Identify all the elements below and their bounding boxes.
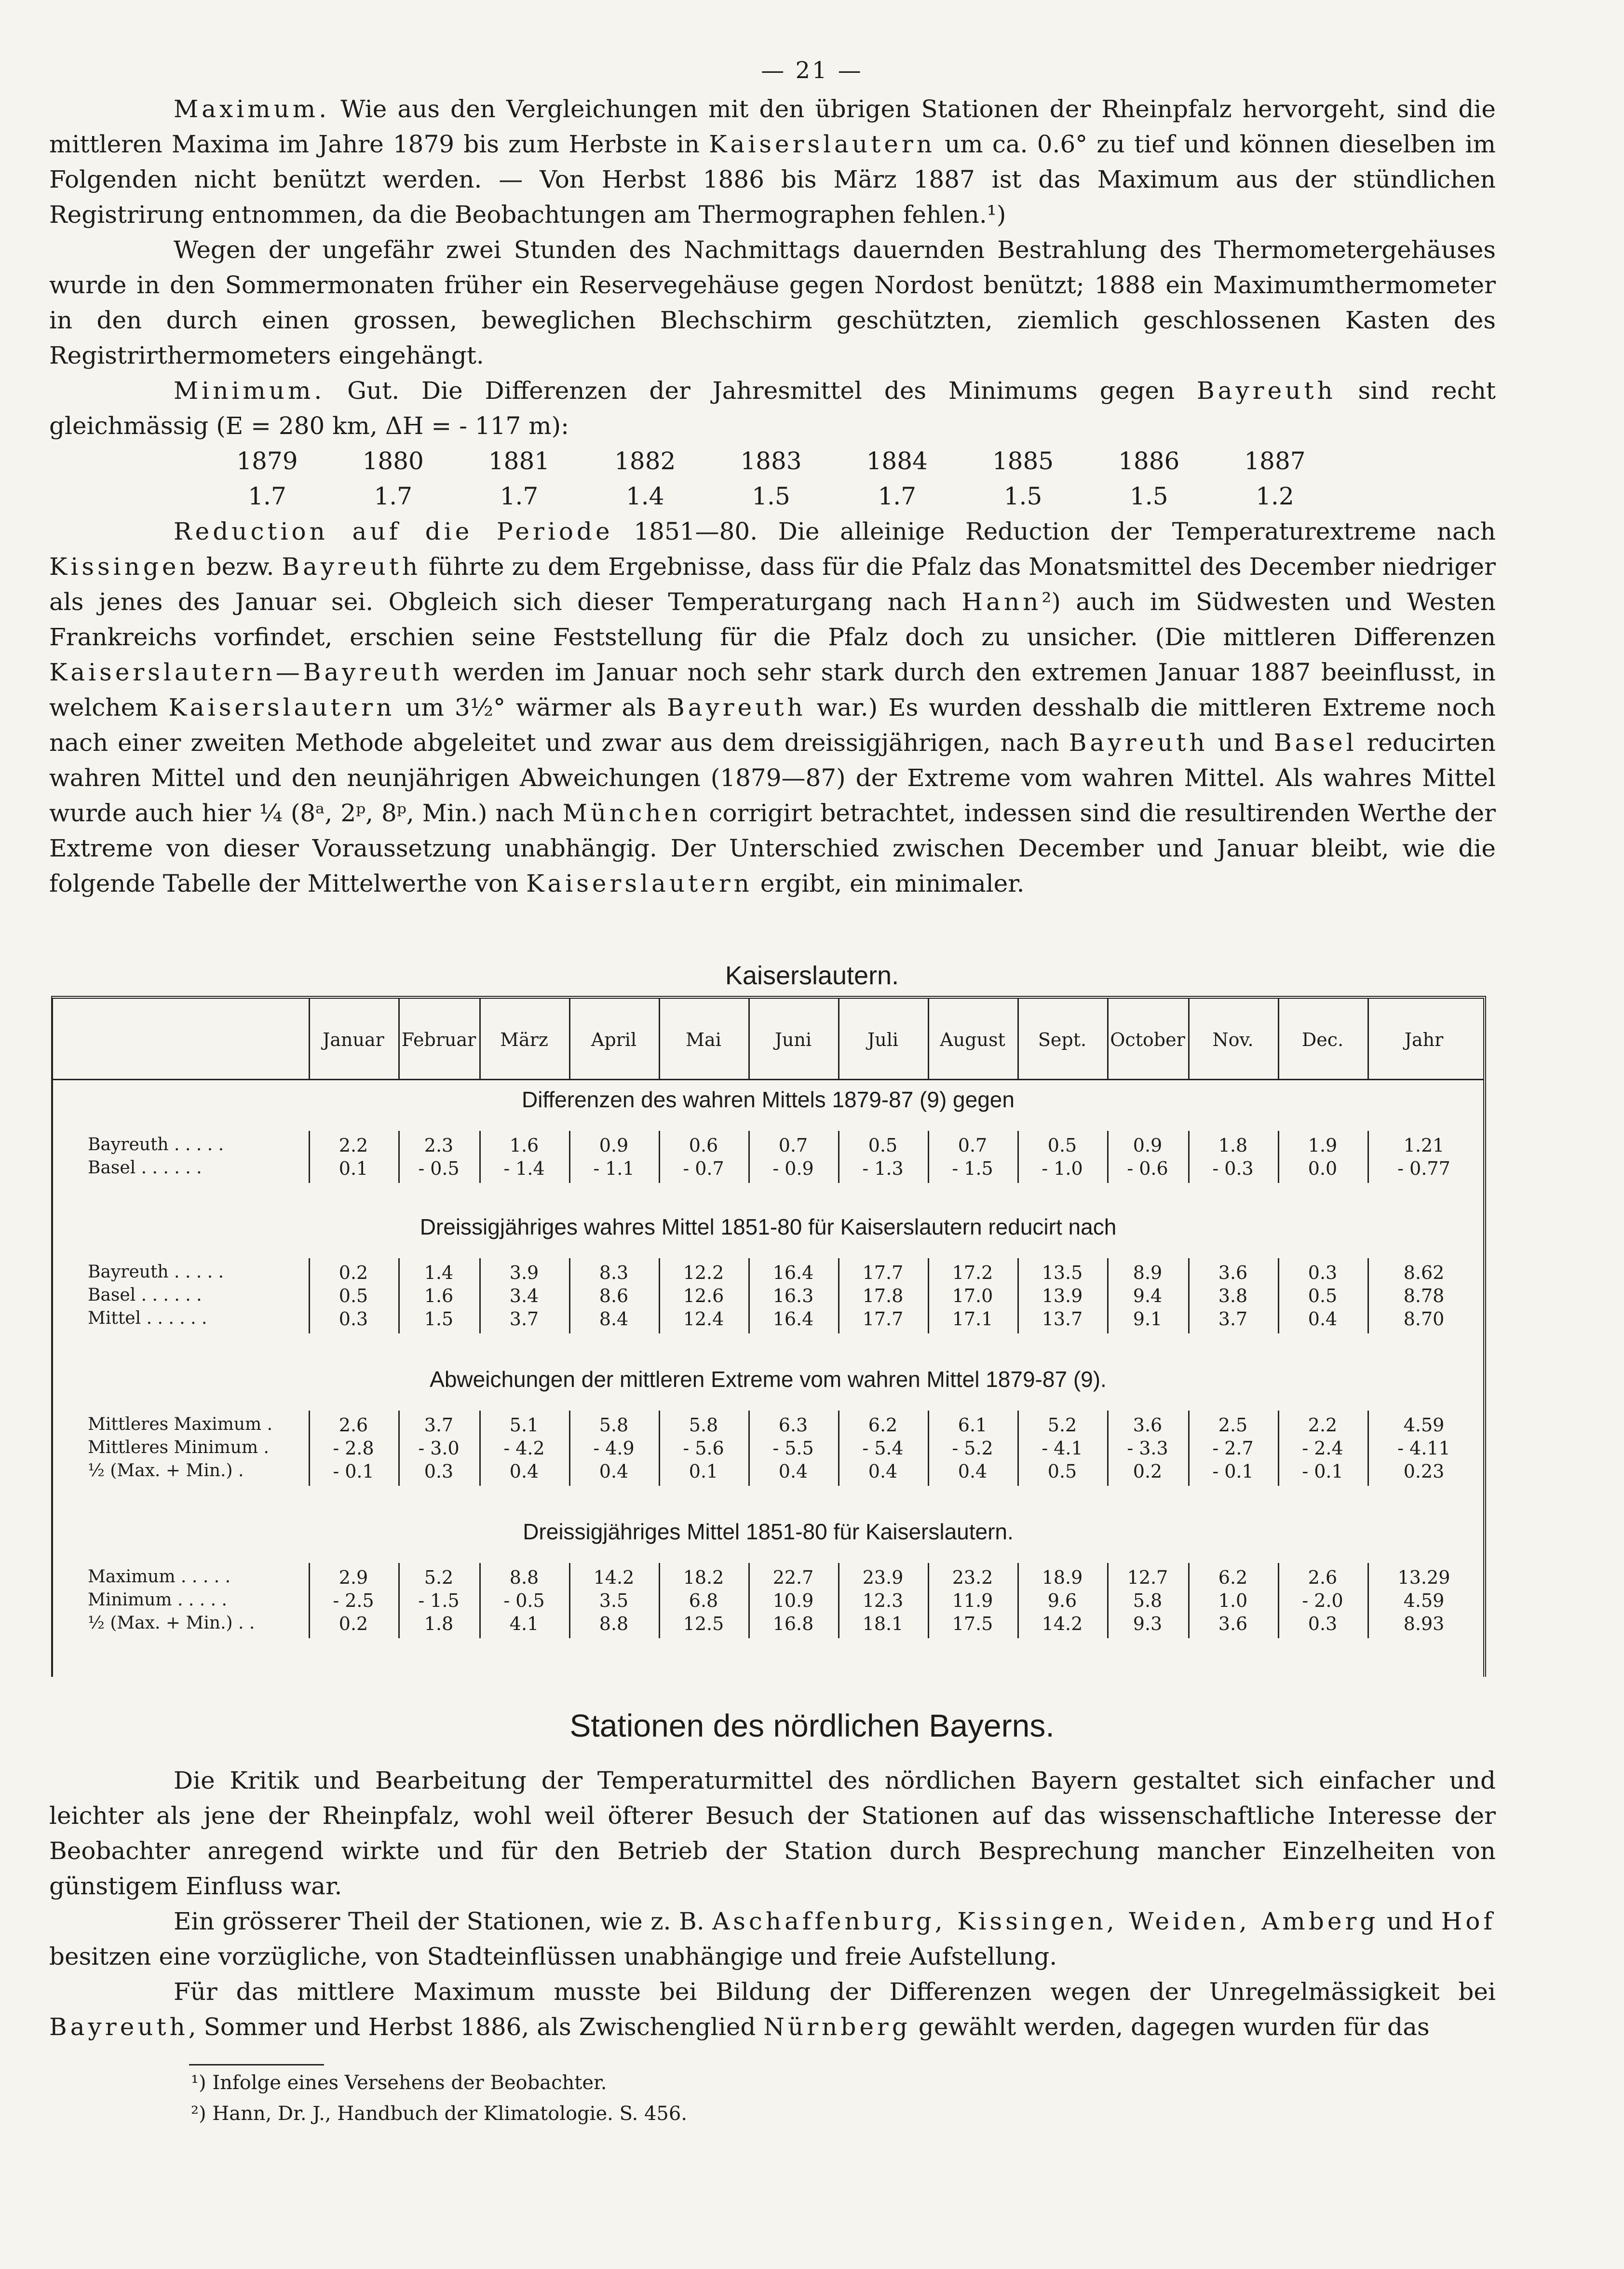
column-rule (659, 999, 660, 1079)
table-cell: 0.3 (1308, 1262, 1338, 1283)
table-cell: 1.5 (424, 1308, 454, 1330)
table-cell: 8.8 (509, 1567, 539, 1588)
row-label: Basel . . . . . . (88, 1285, 202, 1305)
paragraph-stationen: Ein grösserer Theil der Stationen, wie z. B. Aschaffenburg, Kissingen, Weiden, Amberg und Hof besitzen eine vorzügliche, von Stadteinflüssen unabhängige und freie Aufstellung. (49, 1907, 1496, 1970)
table-cell: 2.6 (338, 1414, 368, 1436)
table-cell: 8.78 (1403, 1285, 1445, 1306)
table-cell: 12.6 (683, 1285, 724, 1306)
column-header: Jahr (1404, 1029, 1444, 1050)
column-rule (838, 999, 839, 1079)
table-cell: 0.1 (338, 1158, 368, 1179)
table-cell: 16.4 (772, 1308, 814, 1330)
table-cell: - 2.8 (333, 1438, 374, 1459)
section-title: Dreissigjähriges wahres Mittel 1851-80 für Kaiserslautern reducirt nach (420, 1214, 1117, 1239)
table-cell: - 5.2 (952, 1438, 993, 1459)
table-cell: 1.4 (424, 1262, 454, 1283)
kaiserslautern-table (51, 996, 1486, 1677)
table-cell: 13.5 (1042, 1262, 1083, 1283)
table-cell: 22.7 (772, 1567, 814, 1588)
column-header: Dec. (1301, 1029, 1344, 1050)
upper-text-block (49, 92, 1496, 901)
section-title: Differenzen des wahren Mittels 1879-87 (9) gegen (522, 1087, 1015, 1112)
table-cell: 0.5 (1308, 1285, 1338, 1306)
page-number: — 21 — (761, 57, 863, 84)
table-title: Kaiserslautern. (725, 961, 899, 990)
table-cell: 2.2 (1308, 1414, 1338, 1436)
table-cell: 12.2 (683, 1262, 724, 1283)
table-cell: 0.4 (599, 1461, 629, 1482)
table-cell: - 5.5 (772, 1438, 814, 1459)
table-cell: 3.8 (1218, 1285, 1248, 1306)
column-header: Nov. (1212, 1029, 1254, 1050)
row-label: Basel . . . . . . (88, 1158, 202, 1178)
row-label: Bayreuth . . . . . (88, 1135, 224, 1155)
table-cell: 0.2 (1133, 1461, 1163, 1482)
table-cell: 6.1 (958, 1414, 988, 1436)
table-cell: 3.6 (1218, 1613, 1248, 1634)
row-label: Mittel . . . . . . (88, 1308, 207, 1328)
table-cell: - 1.0 (1042, 1158, 1083, 1179)
table-cell: 5.1 (509, 1414, 539, 1436)
table-cell: 12.5 (683, 1613, 724, 1634)
table-cell: 3.5 (599, 1590, 629, 1611)
table-cell: 3.9 (509, 1262, 539, 1283)
column-rule (1278, 999, 1279, 1079)
table-cell: - 5.6 (683, 1438, 724, 1459)
table-cell: 2.2 (338, 1135, 368, 1156)
table-cell: 9.1 (1133, 1308, 1163, 1330)
table-cell: - 0.1 (1302, 1461, 1343, 1482)
table-cell: 8.4 (599, 1308, 629, 1330)
column-header: April (591, 1029, 637, 1050)
table-cell: - 2.7 (1212, 1438, 1254, 1459)
table-cell: 3.6 (1133, 1414, 1163, 1436)
table-cell: 5.2 (424, 1567, 454, 1588)
table-cell: - 2.0 (1302, 1590, 1343, 1611)
table-cell: 13.7 (1042, 1308, 1083, 1330)
table-cell: 0.9 (599, 1135, 629, 1156)
table-cell: 8.3 (599, 1262, 629, 1283)
table-cell: 0.7 (958, 1135, 988, 1156)
table-cell: 6.8 (689, 1590, 718, 1611)
table-cell: 5.2 (1047, 1414, 1077, 1436)
paragraph-kritik: Die Kritik und Bearbeitung der Temperaturmittel des nördlichen Bayern gestaltet sich einfacher und leichter als jene der Rheinpfalz, wohl weil öfterer Besuch der Stationen auf das wissenschaftliche Interesse der Beobachter anregend wirkte und für den Betrieb der Station durch Besprechung mancher Einzelheiten von günstigem Einfluss war. (49, 1766, 1496, 1900)
paragraph-minimum: Minimum. Gut. Die Differenzen der Jahresmittel des Minimums gegen Bayreuth sind recht gleichmässig (E = 280 km, ΔH = - 117 m): (49, 377, 1496, 440)
row-label: ½ (Max. + Min.) . . (88, 1613, 255, 1633)
row-label: Mittleres Maximum . (88, 1414, 273, 1434)
table-cell: - 0.5 (503, 1590, 545, 1611)
table-cell: 11.9 (952, 1590, 993, 1611)
table-cell: 0.7 (778, 1135, 808, 1156)
table-cell: 1.6 (509, 1135, 539, 1156)
column-rule (1367, 999, 1369, 1079)
table-cell: 0.4 (509, 1461, 539, 1482)
table-cell: 16.8 (772, 1613, 814, 1634)
table-cell: 17.0 (952, 1285, 993, 1306)
table-cell: 2.6 (1308, 1567, 1338, 1588)
row-label: Bayreuth . . . . . (88, 1262, 224, 1282)
table-cell: 4.59 (1403, 1414, 1445, 1436)
table-cell: 8.8 (599, 1613, 629, 1634)
table-cell: 2.3 (424, 1135, 454, 1156)
table-cell: 3.4 (509, 1285, 539, 1306)
table-cell: 0.23 (1403, 1461, 1445, 1482)
paragraph-maximum: Maximum. Wie aus den Vergleichungen mit den übrigen Stationen der Rheinpfalz hervorgeht, sind die mittleren Maxima im Jahre 1879 bis zum Herbste in Kaiserslautern um ca. 0.6° zu tief und können dieselben im Folgenden nicht benützt werden. — Von Herbst 1886 bis März 1887 ist das Maximum aus der stündlichen Registrirung entnommen, da die Beobachtungen am Thermographen fehlen.¹) (49, 95, 1496, 229)
table-cell: 5.8 (689, 1414, 718, 1436)
table-cell: - 3.3 (1127, 1438, 1168, 1459)
table-cell: 0.6 (689, 1135, 718, 1156)
lower-text-block (49, 1763, 1496, 2045)
table-cell: 8.70 (1403, 1308, 1445, 1330)
table-cell: 16.4 (772, 1262, 814, 1283)
table-cell: 6.2 (868, 1414, 898, 1436)
table-cell: 17.5 (952, 1613, 993, 1634)
table-cell: 0.4 (1308, 1308, 1338, 1330)
table-cell: 1.8 (424, 1613, 454, 1634)
table-cell: 8.9 (1133, 1262, 1163, 1283)
table-cell: 5.8 (599, 1414, 629, 1436)
table-cell: 18.1 (862, 1613, 904, 1634)
table-cell: 4.59 (1403, 1590, 1445, 1611)
table-cell: 0.4 (868, 1461, 898, 1482)
table-cell: - 4.2 (503, 1438, 545, 1459)
table-cell: 0.9 (1133, 1135, 1163, 1156)
table-cell: - 4.11 (1397, 1438, 1450, 1459)
table-cell: 3.6 (1218, 1262, 1248, 1283)
table-cell: 1.9 (1308, 1135, 1338, 1156)
table-cell: 17.2 (952, 1262, 993, 1283)
table-cell: 3.7 (509, 1308, 539, 1330)
table-cell: 0.4 (778, 1461, 808, 1482)
table-cell: 0.2 (338, 1262, 368, 1283)
table-cell: 12.4 (683, 1308, 724, 1330)
table-cell: 18.9 (1042, 1567, 1083, 1588)
table-cell: 0.5 (1047, 1461, 1077, 1482)
table-cell: 0.3 (1308, 1613, 1338, 1634)
table-cell: - 0.77 (1397, 1158, 1450, 1179)
header-rule (53, 1079, 1483, 1080)
column-rule (748, 999, 750, 1079)
column-header: August (940, 1029, 1005, 1050)
column-header: Juni (774, 1029, 812, 1050)
table-cell: 17.7 (862, 1262, 904, 1283)
table-cell: 8.6 (599, 1285, 629, 1306)
column-header: Februar (401, 1029, 476, 1050)
table-cell: 18.2 (683, 1567, 724, 1588)
table-cell: - 2.5 (333, 1590, 374, 1611)
table-cell: 0.1 (689, 1461, 718, 1482)
table-cell: 13.9 (1042, 1285, 1083, 1306)
paragraph-maximum-bayreuth: Für das mittlere Maximum musste bei Bildung der Differenzen wegen der Unregelmässigkeit bei Bayreuth, Sommer und Herbst 1886, als Zwischenglied Nürnberg gewählt werden, dagegen wurden für das (49, 1978, 1496, 2041)
row-label: Maximum . . . . . (88, 1567, 231, 1587)
column-header: Januar (323, 1029, 384, 1050)
table-cell: 0.5 (1047, 1135, 1077, 1156)
table-cell: - 0.6 (1127, 1158, 1168, 1179)
table-cell: - 5.4 (862, 1438, 904, 1459)
table-cell: - 4.9 (593, 1438, 635, 1459)
column-rule (479, 999, 481, 1079)
table-cell: 9.4 (1133, 1285, 1163, 1306)
table-cell: 1.0 (1218, 1590, 1248, 1611)
column-rule (398, 999, 400, 1079)
table-cell: 23.2 (952, 1567, 993, 1588)
table-cell: 0.0 (1308, 1158, 1338, 1179)
table-cell: 12.3 (862, 1590, 904, 1611)
table-cell: 0.3 (338, 1308, 368, 1330)
footnote-2: ²) Hann, Dr. J., Handbuch der Klimatologie. S. 456. (191, 2103, 688, 2125)
table-cell: 6.2 (1218, 1567, 1248, 1588)
table-cell: 16.3 (772, 1285, 814, 1306)
column-rule (1017, 999, 1019, 1079)
table-cell: 8.62 (1403, 1262, 1445, 1283)
paragraph-bestrahlung: Wegen der ungefähr zwei Stunden des Nachmittags dauernden Bestrahlung des Thermometergehäuses wurde in den Sommermonaten früher ein Reservegehäuse gegen Nordost benützt; 1888 ein Maximumthermometer in den durch einen grossen, beweglichen Blechschirm geschützten, ziemlich geschlossenen Kasten des Registrirthermometers eingehängt. (49, 236, 1496, 369)
year-diff-row: 1.7 1.7 1.7 1.4 1.5 1.7 1.5 1.5 1.2 (248, 482, 1294, 510)
table-cell: 14.2 (593, 1567, 635, 1588)
section-heading: Stationen des nördlichen Bayerns. (569, 1708, 1055, 1743)
table-cell: 23.9 (862, 1567, 904, 1588)
year-row: 1879 1880 1881 1882 1883 1884 1885 1886 1887 (236, 447, 1306, 475)
table-cell: - 0.9 (772, 1158, 814, 1179)
footnote-rule (189, 2064, 324, 2065)
table-cell: 1.21 (1403, 1135, 1445, 1156)
table-cell: - 4.1 (1042, 1438, 1083, 1459)
table-cell: 9.3 (1133, 1613, 1163, 1634)
column-rule (569, 999, 570, 1079)
footnote-1: ¹) Infolge eines Versehens der Beobachter. (191, 2072, 607, 2094)
table-cell: 17.8 (862, 1285, 904, 1306)
column-rule (1107, 999, 1109, 1079)
paragraph-reduction: Reduction auf die Periode 1851—80. Die alleinige Reduction der Temperaturextreme nach Kissingen bezw. Bayreuth führte zu dem Ergebnisse, dass für die Pfalz das Monatsmittel des December niedriger als jenes des Januar sei. Obgleich sich dieser Temperaturgang nach Hann²) auch im Südwesten und Westen Frankreichs vorfindet, erschien seine Feststellung für die Pfalz doch zu unsicher. (Die mittleren Differenzen Kaiserslautern—Bayreuth werden im Januar noch sehr stark durch den extremen Januar 1887 beeinflusst, in welchem Kaiserslautern um 3½° wärmer als Bayreuth war.) Es wurden desshalb die mittleren Extreme noch nach einer zweiten Methode abgeleitet und zwar aus dem dreissigjährigen, nach Bayreuth und Basel reducirten wahren Mittel und den neunjährigen Abweichungen (1879—87) der Extreme vom wahren Mittel. Als wahres Mittel wurde auch hier ¼ (8ᵃ, 2ᵖ, 8ᵖ, Min.) nach München corrigirt betrachtet, indessen sind die resultirenden Werthe der Extreme von dieser Voraussetzung unabhängig. Der Unterschied zwischen December und Januar bleibt, wie die folgende Tabelle der Mittelwerthe von Kaiserslautern ergibt, ein minimaler. (49, 517, 1496, 897)
table-cell: - 0.5 (418, 1158, 460, 1179)
table-cell: 6.3 (778, 1414, 808, 1436)
table-cell: 17.7 (862, 1308, 904, 1330)
table-cell: - 1.1 (593, 1158, 635, 1179)
table-cell: - 2.4 (1302, 1438, 1343, 1459)
table-cell: 3.7 (1218, 1308, 1248, 1330)
table-cell: 4.1 (509, 1613, 539, 1634)
row-label: Mittleres Minimum . (88, 1438, 269, 1457)
row-label: ½ (Max. + Min.) . (88, 1461, 244, 1481)
table-cell: 1.8 (1218, 1135, 1248, 1156)
column-header: Mai (686, 1029, 721, 1050)
table-cell: 1.6 (424, 1285, 454, 1306)
column-header: Sept. (1038, 1029, 1087, 1050)
table-cell: 3.7 (424, 1414, 454, 1436)
table-cell: - 0.1 (333, 1461, 374, 1482)
section-title: Abweichungen der mittleren Extreme vom wahren Mittel 1879-87 (9). (430, 1367, 1107, 1392)
table-cell: 12.7 (1127, 1567, 1168, 1588)
table-cell: - 0.3 (1212, 1158, 1254, 1179)
table-cell: - 1.5 (952, 1158, 993, 1179)
table-cell: 5.8 (1133, 1590, 1163, 1611)
section-title: Dreissigjähriges Mittel 1851-80 für Kaiserslautern. (523, 1519, 1014, 1544)
column-header: März (500, 1029, 548, 1050)
table-cell: 2.9 (338, 1567, 368, 1588)
table-cell: 0.5 (868, 1135, 898, 1156)
table-cell: 9.6 (1047, 1590, 1077, 1611)
table-cell: 13.29 (1397, 1567, 1450, 1588)
table-cell: 14.2 (1042, 1613, 1083, 1634)
table-cell: 0.5 (338, 1285, 368, 1306)
table-cell: - 0.1 (1212, 1461, 1254, 1482)
table-cell: - 1.3 (862, 1158, 904, 1179)
table-cell: - 1.5 (418, 1590, 460, 1611)
table-cell: 8.93 (1403, 1613, 1445, 1634)
table-cell: 17.1 (952, 1308, 993, 1330)
table-cell: - 0.7 (683, 1158, 724, 1179)
column-header: Juli (867, 1029, 898, 1050)
table-cell: 0.2 (338, 1613, 368, 1634)
row-label: Minimum . . . . . (88, 1590, 227, 1610)
table-cell: 10.9 (772, 1590, 814, 1611)
table-cell: - 3.0 (418, 1438, 460, 1459)
table-cell: 0.4 (958, 1461, 988, 1482)
column-rule (928, 999, 929, 1079)
column-header: October (1110, 1029, 1185, 1050)
column-rule (1188, 999, 1190, 1079)
table-cell: - 1.4 (503, 1158, 545, 1179)
table-cell: 2.5 (1218, 1414, 1248, 1436)
table-cell: 0.3 (424, 1461, 454, 1482)
